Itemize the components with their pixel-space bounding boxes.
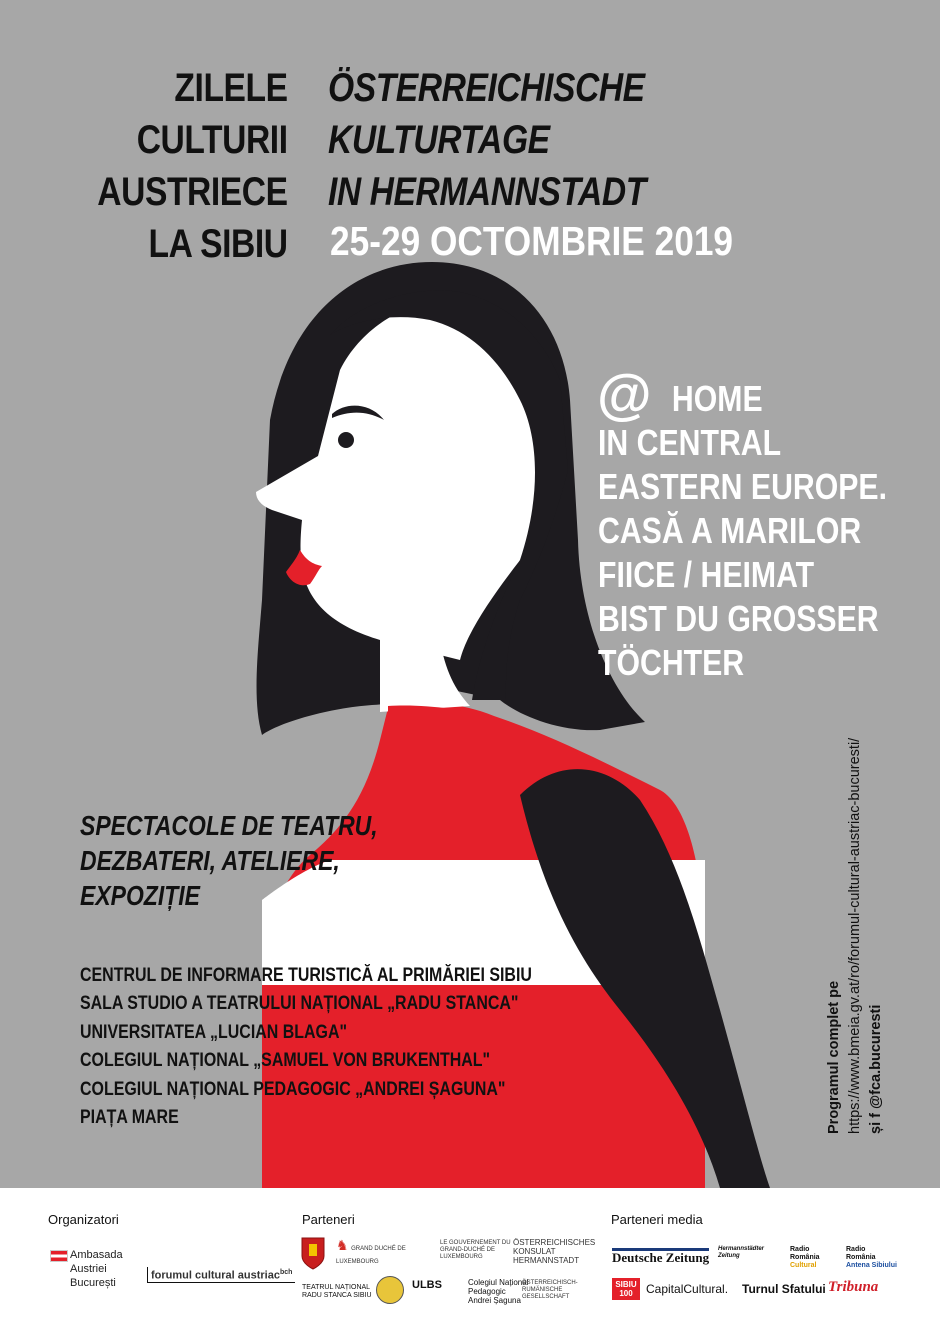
university-seal-icon	[376, 1276, 404, 1304]
venues-list	[80, 962, 532, 1132]
rras-line: Antena Sibiului	[846, 1262, 897, 1269]
organizers-heading: Organizatori	[48, 1212, 119, 1227]
consulate-line: ÖSTERREICHISCHES	[513, 1238, 596, 1247]
title-de-line: IN HERMANNSTADT	[328, 170, 646, 214]
luxembourg-logo	[336, 1237, 446, 1268]
oerg-line: GESELLSCHAFT	[522, 1294, 570, 1300]
venue-item: UNIVERSITATEA „LUCIAN BLAGA"	[80, 1021, 348, 1043]
sponsors-footer	[0, 1188, 940, 1329]
title-ro-line: AUSTRIECE	[97, 170, 288, 214]
motto-line: EASTERN EUROPE.	[598, 466, 888, 507]
program-label: Programul complet pe	[826, 980, 842, 1134]
event-item: SPECTACOLE DE TEATRU,	[80, 810, 378, 841]
dz-text: Deutsche Zeitung	[612, 1250, 710, 1265]
consulate-line: KONSULAT	[513, 1247, 556, 1256]
oerg-line: RUMÄNISCHE	[522, 1287, 563, 1293]
forum-name: forumul cultural austriac	[151, 1269, 280, 1282]
motto-line: TÖCHTER	[598, 642, 745, 683]
motto-line: HOME	[671, 378, 763, 419]
venue-item: CENTRUL DE INFORMARE TURISTICĂ AL PRIMĂRIEI SIBIU	[80, 965, 532, 986]
consulate-logo	[513, 1238, 595, 1265]
events-list	[80, 808, 378, 913]
venue-item: PIAȚA MARE	[80, 1107, 179, 1129]
title-romanian	[98, 62, 288, 270]
rrc-logo	[790, 1246, 820, 1270]
dz-logo	[612, 1248, 709, 1263]
theatre-logo	[302, 1284, 372, 1300]
eye	[338, 432, 354, 448]
title-ro-line: LA SIBIU	[148, 222, 288, 266]
rrc-line: Radio	[790, 1246, 810, 1253]
media-partners-heading: Parteneri media	[611, 1212, 703, 1227]
program-social[interactable]: și f @fca.bucuresti	[868, 1004, 884, 1134]
motto-line: FIICE / HEIMAT	[598, 554, 815, 595]
title-german	[328, 62, 646, 218]
luxembourg-gov-text: LE GOUVERNEMENT DU GRAND-DUCHÉ DE LUXEMBOURG	[440, 1240, 511, 1260]
title-ro-line: CULTURII	[137, 118, 288, 162]
venue-item: COLEGIUL NAȚIONAL PEDAGOGIC „ANDREI ȘAGUNA"	[80, 1078, 506, 1100]
ulbs-logo	[412, 1280, 442, 1291]
colegiu-line: Colegiul Național	[468, 1278, 529, 1287]
embassy-line: Austriei	[70, 1263, 107, 1275]
ulbs-text: ULBS	[412, 1279, 442, 1291]
theatre-line: TEATRUL NAȚIONAL	[302, 1284, 371, 1291]
rras-line: Radio	[846, 1246, 866, 1253]
event-item: DEZBATERI, ATELIERE,	[80, 845, 340, 876]
motto-line: BIST DU GROSSER	[598, 598, 879, 639]
luxembourg-gov-logo	[440, 1240, 520, 1261]
venue-item: COLEGIUL NAȚIONAL „SAMUEL VON BRUKENTHAL"	[80, 1050, 491, 1072]
luxembourg-text: GRAND DUCHÉ DE LUXEMBOURG	[336, 1246, 406, 1265]
program-url[interactable]: https://www.bmeia.gv.at/ro/forumul-cultural-austriac-bucuresti/	[847, 737, 863, 1134]
rras-line: România	[846, 1254, 876, 1261]
event-item: EXPOZIȚIE	[80, 880, 200, 911]
venue-item: SALA STUDIO A TEATRULUI NAȚIONAL „RADU STANCA"	[80, 993, 519, 1015]
event-date: 25-29 OCTOMBRIE 2019	[330, 218, 734, 264]
austria-flag-icon	[50, 1250, 68, 1262]
colegiu-logo	[468, 1278, 528, 1305]
capital-text: CapitalCultural.	[646, 1282, 729, 1296]
colegiu-line: Andrei Șaguna	[468, 1296, 521, 1305]
consulate-line: HERMANNSTADT	[513, 1256, 580, 1265]
sibiu100-text: SIBIU 100	[615, 1280, 637, 1298]
title-de-line: ÖSTERREICHISCHE	[328, 66, 645, 110]
embassy-line: București	[70, 1277, 116, 1289]
rrc-line: România	[790, 1254, 820, 1261]
tribuna-text: Tribuna	[828, 1279, 879, 1295]
motto-line: IN CENTRAL	[598, 422, 782, 463]
forum-logo	[147, 1267, 295, 1283]
program-info	[824, 714, 887, 1134]
theatre-line: RADU STANCA SIBIU	[302, 1292, 372, 1299]
capital-cultural-logo	[646, 1284, 728, 1295]
motto-line: CASĂ A MARILOR	[598, 510, 862, 551]
colegiu-line: Pedagogic	[468, 1287, 506, 1296]
hz-logo	[718, 1246, 782, 1260]
rrc-line: Cultural	[790, 1262, 817, 1269]
forum-sup: bch	[279, 1269, 293, 1276]
rras-logo	[846, 1246, 897, 1270]
embassy-logo	[50, 1248, 123, 1290]
title-de-line: KULTURTAGE	[328, 118, 550, 162]
sibiu100-logo	[612, 1278, 640, 1300]
oerg-logo	[522, 1280, 578, 1301]
at-symbol: @	[597, 362, 652, 425]
title-ro-line: ZILELE	[174, 66, 288, 110]
lion-icon: ♞	[336, 1237, 349, 1253]
tribuna-logo	[828, 1279, 879, 1295]
motto	[598, 377, 887, 685]
oerg-line: ÖSTERREICHISCH-	[522, 1280, 578, 1286]
turnul-text: Turnul Sfatului	[742, 1282, 826, 1296]
embassy-line: Ambasada	[70, 1249, 123, 1261]
sibiu-coat-of-arms-icon	[300, 1236, 326, 1270]
turnul-sfatului-logo	[742, 1284, 826, 1295]
hz-text: Hermannstädter Zeitung	[718, 1246, 765, 1259]
partners-heading: Parteneri	[302, 1212, 355, 1227]
